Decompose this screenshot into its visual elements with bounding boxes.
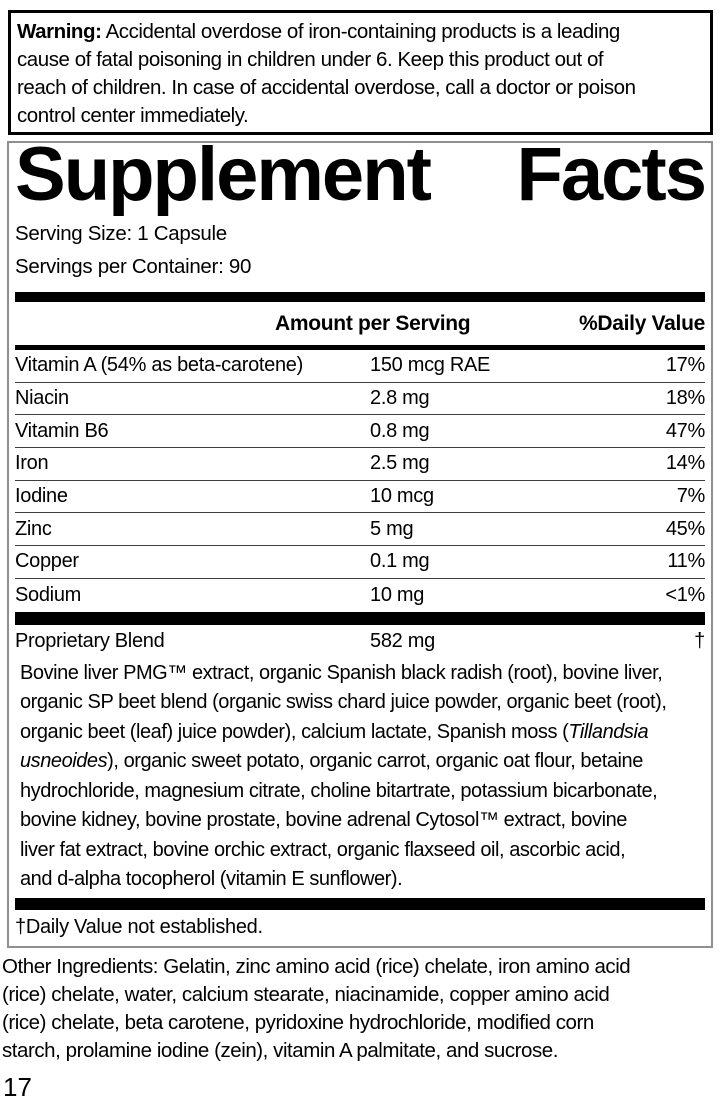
table-header-row bbox=[15, 302, 705, 345]
supplement-facts-panel bbox=[7, 132, 713, 948]
blend-name: Proprietary Blend bbox=[15, 629, 165, 652]
nutrient-name: Copper bbox=[15, 550, 79, 573]
supplement-facts-title bbox=[15, 132, 705, 217]
nutrient-row bbox=[15, 383, 705, 416]
nutrient-daily-value: 17% bbox=[665, 354, 705, 377]
nutrient-row bbox=[15, 579, 705, 612]
nutrient-daily-value: 47% bbox=[665, 419, 705, 442]
nutrient-row bbox=[15, 481, 705, 514]
nutrient-name: Vitamin A (54% as beta-carotene) bbox=[15, 354, 303, 377]
nutrient-row bbox=[15, 448, 705, 481]
nutrient-name: Vitamin B6 bbox=[15, 419, 109, 442]
nutrient-rows bbox=[15, 350, 705, 612]
nutrient-row bbox=[15, 546, 705, 579]
nutrient-daily-value: <1% bbox=[665, 583, 705, 606]
nutrient-daily-value: 18% bbox=[665, 387, 705, 410]
nutrient-name: Iodine bbox=[15, 485, 68, 508]
servings-per-container: Servings per Container: 90 bbox=[15, 255, 252, 278]
nutrient-daily-value: 45% bbox=[665, 517, 705, 540]
serving-info bbox=[15, 217, 705, 283]
other-ingredients: Other Ingredients: Gelatin, zinc amino acid (rice) chelate, iron amino acid (rice) chelate, water, calcium stearate, niacinamide, copper amino acid (rice) chelate, beta carotene, pyridoxine hydrochloride, modified corn starch, prolamine iodine (zein), vitamin A palmitate, and sucrose. bbox=[2, 954, 631, 1063]
divider-bar-top bbox=[15, 292, 705, 302]
nutrient-name: Sodium bbox=[15, 583, 82, 606]
nutrient-amount: 2.5 mg bbox=[370, 452, 430, 475]
nutrient-name: Niacin bbox=[15, 387, 69, 410]
title-word-facts: Facts bbox=[516, 132, 705, 217]
header-daily-value: %Daily Value bbox=[579, 311, 705, 335]
nutrient-amount: 5 mg bbox=[370, 517, 414, 540]
daily-value-footnote: †Daily Value not established. bbox=[15, 915, 263, 938]
blend-description: Bovine liver PMG™ extract, organic Spanish black radish (root), bovine liver, organic SP beet blend (organic swiss chard juice powder, organic beet (root), organic beet (leaf) juice powder), calcium lactate, Spanish moss (Tillandsia usneoides), organic sweet potato, organic carrot, organic oat flour, betaine hydrochloride, magnesium citrate, choline bitartrate, potassium bicarbonate, bovine kidney, bovine prostate, bovine adrenal Cytosol™ extract, bovine liver fat extract, bovine orchic extract, organic flaxseed oil, ascorbic acid, and d-alpha tocopherol (vitamin E sunflower). bbox=[20, 661, 667, 890]
nutrient-daily-value: 7% bbox=[676, 485, 705, 508]
nutrient-row bbox=[15, 415, 705, 448]
nutrient-daily-value: 11% bbox=[667, 550, 705, 573]
nutrient-daily-value: 14% bbox=[665, 452, 705, 475]
warning-text: Warning: Accidental overdose of iron-containing products is a leading cause of fatal poisoning in children under 6. Keep this product out of reach of children. In case of accidental overdose, call a doctor or poison control center immediately. bbox=[17, 20, 636, 127]
blend-dagger: † bbox=[694, 629, 705, 652]
title-word-supplement: Supplement bbox=[15, 132, 430, 217]
nutrient-row bbox=[15, 513, 705, 546]
nutrient-amount: 10 mg bbox=[370, 583, 425, 606]
nutrient-name: Iron bbox=[15, 452, 49, 475]
nutrient-amount: 150 mcg RAE bbox=[370, 354, 491, 377]
nutrient-amount: 2.8 mg bbox=[370, 387, 430, 410]
blend-amount: 582 mg bbox=[370, 629, 435, 652]
nutrient-amount: 0.8 mg bbox=[370, 419, 430, 442]
page-number: 17 bbox=[3, 1071, 32, 1102]
proprietary-blend-row bbox=[15, 626, 705, 657]
nutrient-amount: 0.1 mg bbox=[370, 550, 430, 573]
divider-bar-sodium bbox=[15, 612, 705, 625]
nutrient-row bbox=[15, 350, 705, 383]
divider-bar-bottom bbox=[15, 898, 705, 910]
warning-box bbox=[8, 10, 713, 135]
nutrient-name: Zinc bbox=[15, 517, 52, 540]
nutrient-amount: 10 mcg bbox=[370, 485, 434, 508]
serving-size: Serving Size: 1 Capsule bbox=[15, 222, 227, 245]
header-amount-per-serving: Amount per Serving bbox=[275, 311, 471, 335]
